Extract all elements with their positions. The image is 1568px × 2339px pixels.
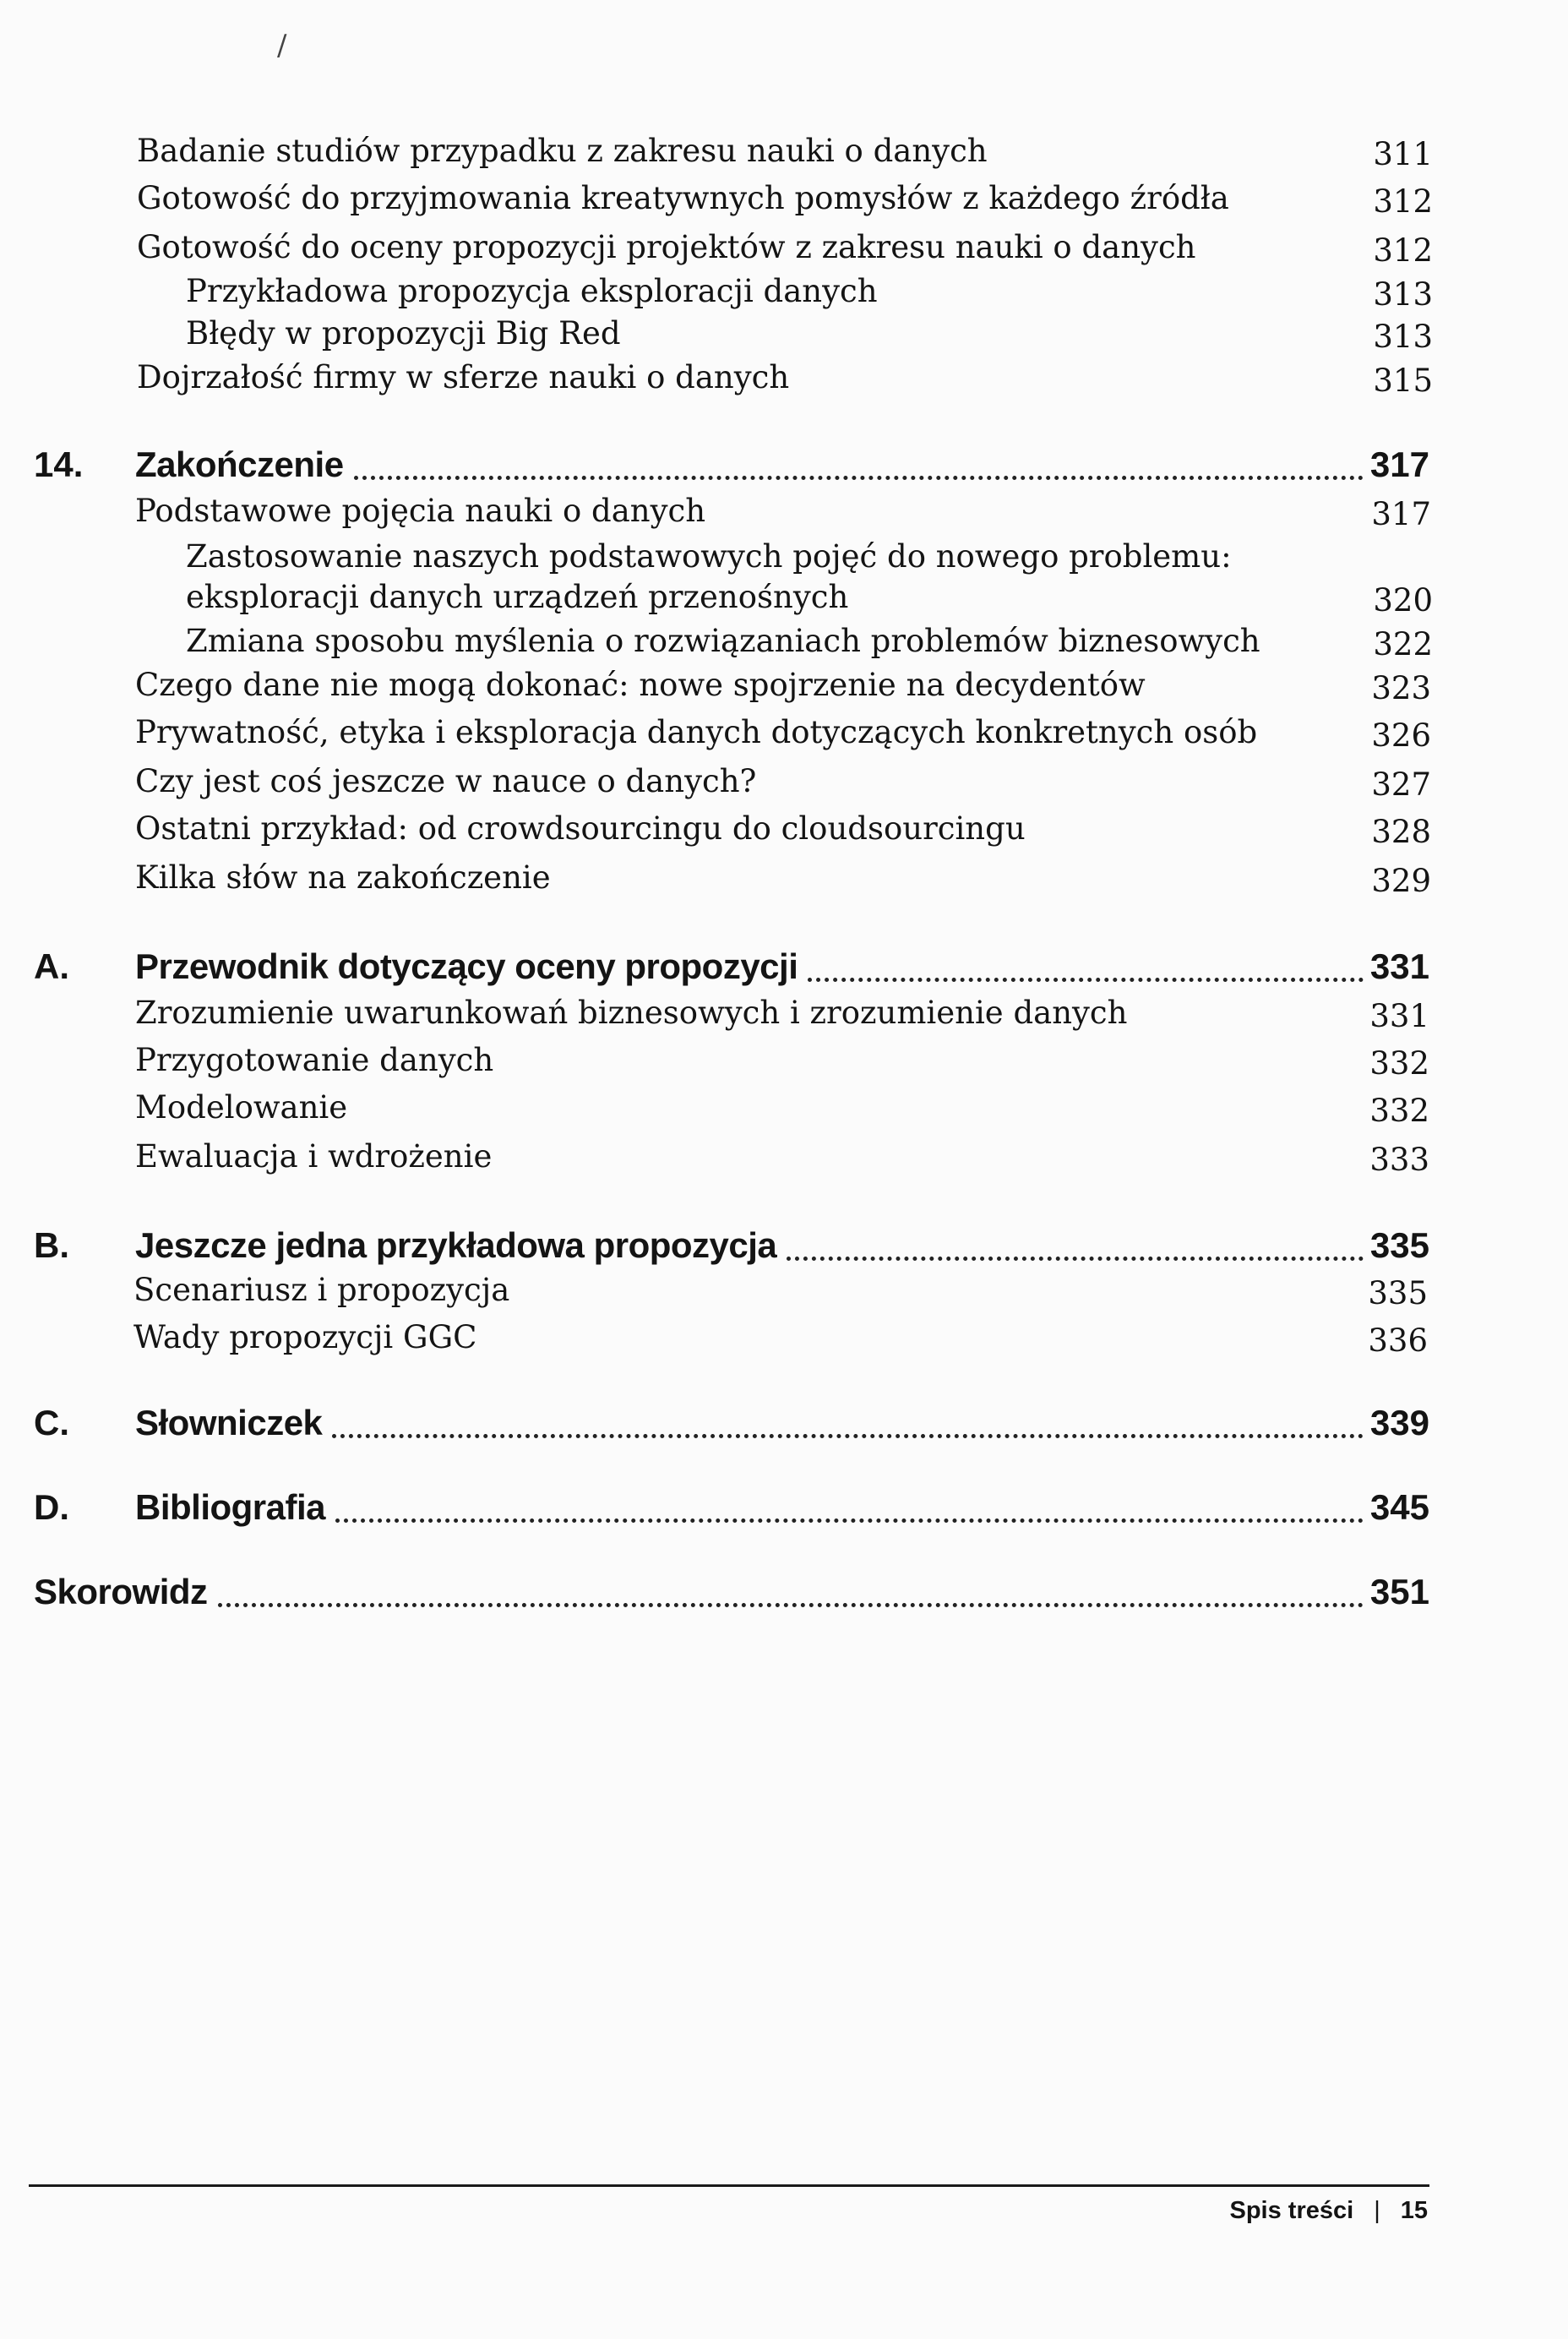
chapter-number: B. — [34, 1225, 69, 1265]
chapter-title: Skorowidz — [34, 1572, 208, 1611]
toc-entry[interactable] — [135, 859, 1431, 897]
entry-page: 326 — [1371, 717, 1431, 754]
entry-title: Gotowość do przyjmowania kreatywnych pomysłów z każdego źródła — [137, 180, 1229, 216]
dot-leader — [335, 1518, 1364, 1523]
entry-page: 333 — [1369, 1142, 1429, 1178]
toc-entry[interactable] — [135, 713, 1431, 752]
chapter-title: Słowniczek — [135, 1403, 323, 1442]
dot-leader — [354, 476, 1364, 480]
toc-entry[interactable] — [135, 810, 1431, 848]
chapter-page: 331 — [1369, 946, 1429, 986]
toc-entry[interactable] — [137, 132, 1433, 171]
entry-title: Przygotowanie danych — [135, 1042, 494, 1078]
entry-page: 332 — [1369, 1093, 1429, 1129]
entry-page: 328 — [1371, 814, 1431, 850]
chapter-heading[interactable] — [34, 439, 1429, 490]
entry-page: 313 — [1373, 319, 1433, 355]
entry-page: 331 — [1369, 998, 1429, 1034]
chapter-number: 14. — [34, 444, 84, 484]
dot-leader — [218, 1603, 1364, 1607]
chapter-page: 351 — [1369, 1572, 1429, 1611]
entry-title: Zrozumienie uwarunkowań biznesowych i zrozumienie danych — [135, 995, 1128, 1031]
toc-subentry[interactable] — [186, 578, 1433, 617]
chapter-page: 317 — [1369, 444, 1429, 484]
toc-subentry[interactable] — [186, 622, 1433, 661]
toc-entry[interactable] — [135, 492, 1431, 531]
entry-page: 317 — [1371, 496, 1431, 532]
toc-entry[interactable] — [137, 179, 1433, 218]
toc-entry[interactable] — [135, 666, 1431, 705]
chapter-title: Jeszcze jedna przykładowa propozycja — [135, 1225, 777, 1265]
entry-title: Czy jest coś jeszcze w nauce o danych? — [135, 763, 757, 799]
stray-pen-mark: / — [277, 29, 287, 63]
entry-page: 322 — [1373, 626, 1433, 662]
entry-title: Prywatność, etyka i eksploracja danych dotyczących konkretnych osób — [135, 714, 1258, 750]
toc-subentry[interactable] — [186, 314, 1433, 353]
entry-page: 327 — [1371, 766, 1431, 803]
chapter-title: Zakończenie — [135, 444, 344, 484]
page-footer — [1230, 2197, 1429, 2225]
toc-entry[interactable] — [135, 994, 1429, 1033]
toc-subentry[interactable] — [186, 537, 1433, 576]
chapter-number: C. — [34, 1403, 69, 1442]
chapter-page: 345 — [1369, 1487, 1429, 1527]
toc-entry[interactable] — [135, 762, 1431, 801]
chapter-heading[interactable] — [34, 1398, 1429, 1448]
entry-title: Błędy w propozycji Big Red — [186, 315, 621, 352]
chapter-page: 335 — [1369, 1225, 1429, 1265]
dot-leader — [787, 1257, 1364, 1261]
entry-page: 312 — [1373, 183, 1433, 220]
toc-entry[interactable] — [135, 1088, 1429, 1127]
entry-page: 312 — [1373, 232, 1433, 269]
chapter-number: D. — [34, 1487, 69, 1527]
chapter-heading[interactable] — [34, 1482, 1429, 1533]
chapter-heading[interactable] — [34, 1567, 1429, 1617]
entry-title: Kilka słów na zakończenie — [135, 859, 551, 896]
toc-entry[interactable] — [137, 228, 1433, 267]
entry-title: Ostatni przykład: od crowdsourcingu do cloudsourcingu — [135, 810, 1026, 847]
entry-title: Przykładowa propozycja eksploracji danych — [186, 273, 878, 309]
entry-page: 332 — [1369, 1045, 1429, 1082]
entry-page: 323 — [1371, 670, 1431, 706]
footer-separator: | — [1374, 2197, 1380, 2224]
entry-page: 313 — [1373, 276, 1433, 313]
toc-subentry[interactable] — [186, 272, 1433, 311]
entry-page: 329 — [1371, 863, 1431, 899]
entry-title: eksploracji danych urządzeń przenośnych — [186, 579, 849, 615]
toc-entry[interactable] — [135, 1137, 1429, 1176]
entry-page: 336 — [1368, 1322, 1428, 1359]
entry-title: Scenariusz i propozycja — [133, 1272, 510, 1308]
entry-page: 335 — [1368, 1275, 1428, 1311]
chapter-page: 339 — [1369, 1403, 1429, 1442]
dot-leader — [808, 978, 1364, 982]
entry-title: Gotowość do oceny propozycji projektów z zakresu nauki o danych — [137, 229, 1196, 265]
toc-entry[interactable] — [135, 1041, 1429, 1080]
footer-section-title: Spis treści — [1229, 2197, 1354, 2224]
entry-title: Dojrzałość firmy w sferze nauki o danych — [137, 359, 790, 395]
toc-entry[interactable] — [137, 358, 1433, 397]
footer-page-number: 15 — [1400, 2197, 1428, 2224]
entry-title: Wady propozycji GGC — [133, 1319, 477, 1355]
footer-rule — [29, 2184, 1429, 2187]
chapter-title: Bibliografia — [135, 1487, 326, 1527]
entry-title: Zastosowanie naszych podstawowych pojęć do nowego problemu: — [186, 538, 1232, 575]
chapter-heading[interactable] — [34, 941, 1429, 992]
chapter-heading[interactable] — [34, 1220, 1429, 1271]
entry-page: 315 — [1373, 363, 1433, 399]
entry-title: Czego dane nie mogą dokonać: nowe spojrzenie na decydentów — [135, 667, 1146, 703]
entry-title: Zmiana sposobu myślenia o rozwiązaniach problemów biznesowych — [186, 623, 1260, 659]
toc-entry[interactable] — [133, 1271, 1428, 1310]
dot-leader — [332, 1434, 1364, 1438]
chapter-number: A. — [34, 946, 69, 986]
chapter-title: Przewodnik dotyczący oceny propozycji — [135, 946, 798, 986]
entry-title: Modelowanie — [135, 1089, 348, 1126]
entry-page: 311 — [1373, 136, 1433, 172]
toc-entry[interactable] — [133, 1318, 1428, 1357]
entry-title: Podstawowe pojęcia nauki o danych — [135, 493, 706, 529]
entry-title: Ewaluacja i wdrożenie — [135, 1138, 493, 1175]
entry-page: 320 — [1373, 582, 1433, 619]
entry-title: Badanie studiów przypadku z zakresu nauki o danych — [137, 133, 988, 169]
